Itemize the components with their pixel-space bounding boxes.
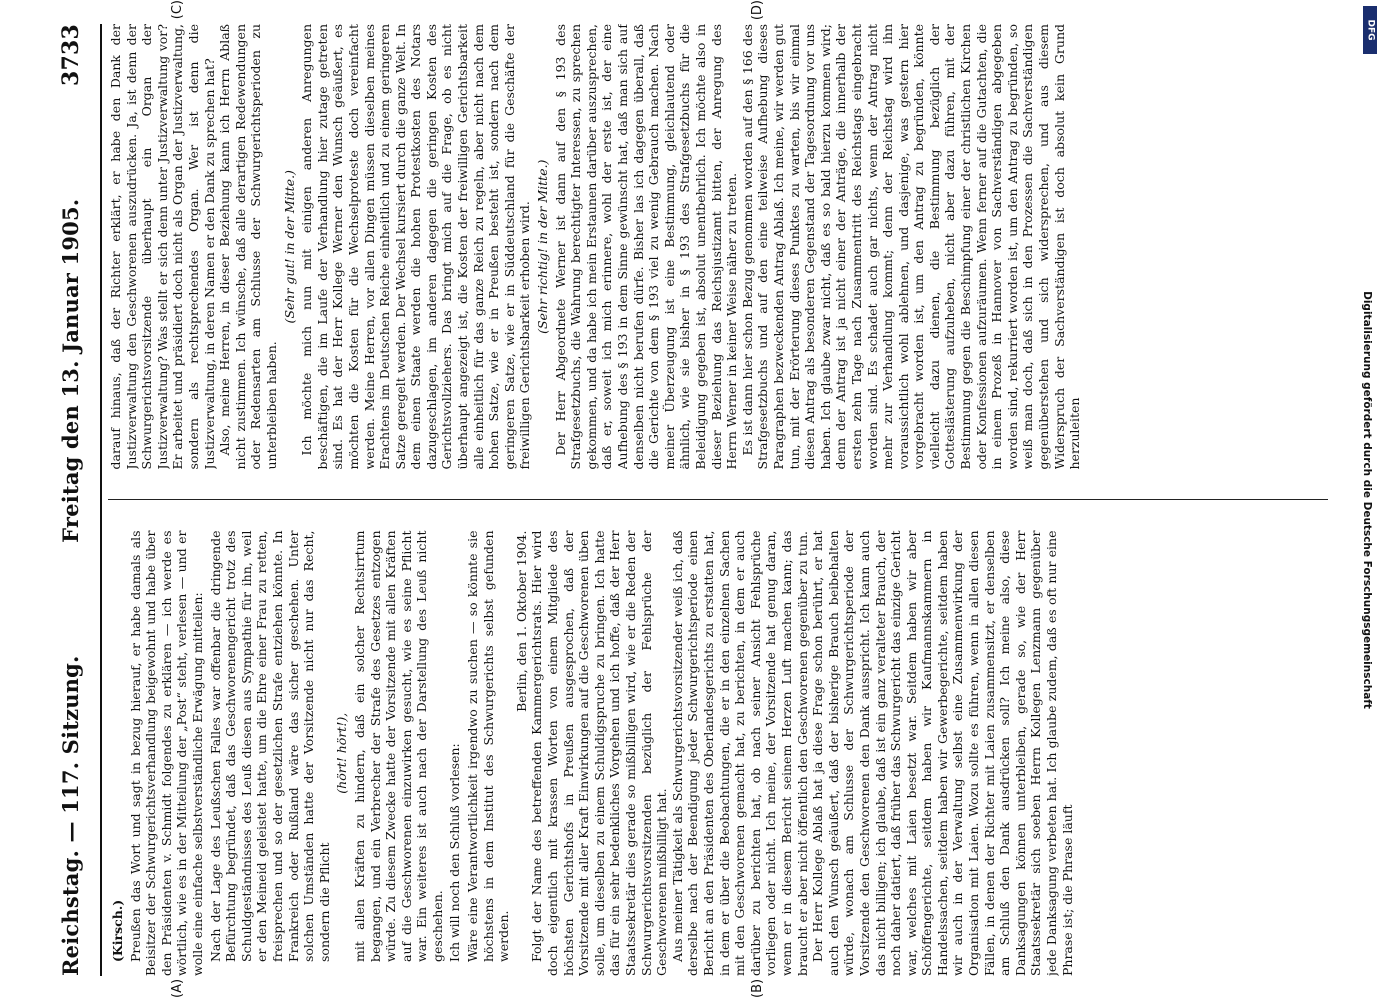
right-column (108, 24, 1328, 470)
reaction: (hört! hört!), (334, 712, 350, 794)
reaction: (Sehr gut! in der Mitte.) (281, 170, 297, 324)
paragraph: darauf hinaus, daß der Richter erklärt, er habe den Dank der Justizverwaltung den Geschworenen auszudrücken. Ja, ist denn der Schwurgerichtsvorsitzende überhaupt ein Organ der Justizverwaltung? Was stellt er sich denn unter Justizverwaltung vor? Er arbeitet und präsidiert doch nicht als Organ der Justizverwaltung, sondern als rechtsprechendes Organ. Wer ist denn die Justizverwaltung, in deren Namen er den Dank zu sprechen hat? (108, 24, 217, 470)
margin-mark-c: (C) (170, 0, 185, 20)
paragraph: Ich will noch den Schluß vorlesen: (447, 743, 463, 962)
paragraph: Also, meine Herren, in dieser Beziehung kann ich Herrn Ablaß nicht zustimmen. Ich wünsche, daß alle derartigen Redewendungen oder Redensarten am Schlusse der Schwurgerichtsperioden zu unterbleiben haben. (217, 24, 279, 470)
newspaper-page (50, 0, 1350, 1000)
paragraph: Aus meiner Tätigkeit als Schwurgerichtsvorsitzender weiß ich, daß derselbe nach der Beendigung jeder Schwurgerichtsperiode einen Bericht an den Präsidenten des Oberlandesgerichts zu erstatten hat, in dem er über die Beobachtungen, die er in den einzelnen Sachen mit den Geschworenen gemacht hat, zu berichten, in dem er auch darüber zu berichten hat, ob nach seiner Ansicht Fehlsprüche vorliegen oder nicht. Ich meine, der Vorsitzende hat genug daran, wenn er in diesem Bericht seinem Herzen Luft machen kann; das braucht er aber nicht öffentlich den Geschworenen gegenüber zu tun. (669, 530, 810, 976)
paragraph: Preußen das Wort und sagt in bezug hierauf, er habe damals als Beisitzer der Schwurgerichtsverhandlung beigewohnt und habe über den Präsidenten v. Schmidt folgendes zu erklären — ich werde es wörtlich, wie es in der Mitteilung der „Post“ steht, verlesen — und er wolle eine einfache selbstverständliche Erwägung mitteilen: (127, 530, 205, 976)
speaker-tag: (Kirsch.) (110, 899, 125, 962)
digitization-note-text: Digitalisierung gefördert durch die Deutsche Forschungsgemeinschaft (1361, 291, 1373, 709)
signature-date: Berlin, den 1. Oktober 1904. (513, 530, 529, 712)
margin-mark-d: (D) (750, 0, 765, 21)
digitization-note (1356, 0, 1378, 1000)
paragraph: Folgt der Name des betreffenden Kammergerichtsrats. Hier wird doch eigentlich mit krassen Worten von einem Mitgliede des höchsten Gerichtshofs in Preußen ausgesprochen, daß der Vorsitzende mit aller Kraft Einwirkungen auf die Geschworenen üben solle, um dieselben zu einem Schuldigspruche zu bringen. Ich hatte das für ein sehr bedenkliches Vorgehen und ich hoffe, daß der Herr Staatssekretär dies gerade so mißbilligen wird, wie er die Reden der Schwurgerichtsvorsitzenden bezüglich der Fehlsprüche der Geschworenen mißbilligt hat. (529, 530, 670, 976)
page-body (108, 24, 1328, 976)
header-date: Freitag den 13. Januar 1905. (58, 198, 83, 543)
paragraph: Ich möchte mich nun mit einigen anderen Anregungen beschäftigen, die im Laufe der Verhandlung hier zutage getreten sind. Es hat der Herr Kollege Werner den Wunsch geäußert, es möchten die Kosten für die Wechselproteste doch vereinfacht werden. Meine Herren, vor allen Dingen müssen dieselben meines Erachtens im Deutschen Reiche einheitlich und zu einem geringeren Satze geregelt werden. Der Wechsel kursiert durch die ganze Welt. In dem einen Staate werden die hohen Protestkosten des Notars dazugeschlagen, im anderen dagegen die geringen Kosten des Gerichtsvollziehers. Das bringt mich auf die Frage, ob es nicht überhaupt angezeigt ist, die Kosten der freiwilligen Gerichtsbarkeit alle einheitlich für das ganze Reich zu regeln, aber nicht nach dem hohen Satze, wie er in Preußen besteht ist, sondern nach dem geringeren Satze, wie er in Süddeutschland für die Geschäfte der freiwilligen Gerichtsbarkeit erhoben wird. (299, 24, 533, 470)
header-session: Reichstag. — 117. Sitzung. (58, 655, 83, 976)
paragraph: Es ist dann hier schon Bezug genommen worden auf den § 166 des Strafgesetzbuchs und auf den eine teilweise Aufhebung dieses Paragraphen bezweckenden Antrag Ablaß. Ich meine, wir werden gut tun, mit der Erörterung dieses Punktes zu warten, bis wir einmal diesen Antrag als besonderen Gegenstand der Tagesordnung vor uns haben. Ich glaube zwar nicht, daß es so bald hierzu kommen wird; denn der Antrag ist ja nicht einer der Anträge, die innerhalb der ersten zehn Tage nach Zusammentritt des Reichstags eingebracht worden sind. Es schadet auch gar nichts, wenn der Antrag nicht mehr zur Verhandlung kommt; denn der Reichstag wird ihn voraussichtlich wohl ablehnen, und dasjenige, was gestern hier vorgebracht worden ist, um den Antrag zu begründen, könnte vielleicht dazu dienen, die Bestimmung bezüglich der Gotteslästerung aufzuheben, nicht aber dazu führen, mit der Bestimmung gegen die Beschimpfung einer der christlichen Kirchen oder Konfessionen aufzuräumen. Wenn ferner auf die Gutachten, die in einem Prozeß in Hannover von Sachverständigen abgegeben worden sind, rekurriert worden ist, um den Antrag zu begründen, so weiß man doch, daß sich in den Prozessen die Sachverständigen gegenüberstehen und sich widersprechen, und aus diesem Widerspruch der Sachverständigen ist doch absolut kein Grund herzuleiten (739, 24, 1083, 470)
quoted-paragraph: Nach der Lage des Leußschen Falles war offenbar die dringende Befürchtung begründet, daß das Geschworenengericht trotz des Schuldgeständnisses des Leuß diesen aus Sympathie für ihn, weil er den Meineid geleistet hatte, um die Ehre einer Frau zu retten, freisprechen und so der gesetzlichen Strafe entziehen könnte. In Frankreich oder Rußland wäre das sicher geschehen. Unter solchen Umständen hatte der Vorsitzende nicht nur das Recht, sondern die Pflicht (207, 530, 332, 962)
margin-mark-b: (B) (750, 978, 765, 998)
column-divider (108, 500, 1328, 501)
left-column (108, 531, 1328, 977)
header-page-number: 3733 (58, 24, 84, 87)
page-header (58, 24, 102, 976)
quoted-paragraph: mit allen Kräften zu hindern, daß ein solcher Rechtsirrtum begangen, und ein Verbrecher der Strafe des Gesetzes entzogen würde. Zu diesem Zwecke hatte der Vorsitzende mit allen Kräften auf die Geschworenen einzuwirken gesucht, wie es seine Pflicht war. Ein weiteres ist auch nach der Darstellung des Leuß nicht geschehen. (351, 530, 445, 962)
dfg-logo: DFG (1363, 6, 1377, 54)
paragraph: Der Herr Abgeordnete Werner ist dann auf den § 193 des Strafgesetzbuchs, die Wahrung berechtigter Interessen, zu sprechen gekommen, und da habe ich mein Erstaunen darüber auszusprechen, daß er, soweit ich mich erinnere, wohl der erste ist, der eine Aufhebung des § 193 in dem Sinne gewünscht hat, daß man sich auf denselben nicht berufen dürfe. Bisher las ich dagegen überall, daß die Gerichte von dem § 193 viel zu wenig Gebrauch machen. Nach meiner Überzeugung ist eine Bestimmung, gleichlautend oder ähnlich, wie sie bisher in § 193 des Strafgesetzbuchs für die Beleidigung gegeben ist, absolut unentbehrlich. Ich möchte also in dieser Beziehung das Reichsjustizamt bitten, der Anregung des Herrn Werner in keiner Weise näher zu treten. (552, 24, 740, 470)
reaction: (Sehr richtig! in der Mitte.) (535, 159, 551, 334)
paragraph: Der Herr Kollege Ablaß hat ja diese Frage schon berührt, er hat auch den Wunsch geäußert, daß der bisherige Brauch beibehalten würde, wonach am Schlusse der Schwurgerichtsperiode der Vorsitzende den Geschworenen den Dank ausspricht. Ich kann auch das nicht billigen; ich glaube, daß ist ein ganz veralteter Brauch, der noch daher datiert, daß früher das Schwurgericht das einzige Gericht war, welches mit Laien besetzt war. Seitdem haben wir aber Schöffengerichte, seitdem haben wir Kaufmannskammern in Handelssachen, seitdem haben wir Gewerbegerichte, seitdem haben wir auch in der Verwaltung selbst eine Zusammenwirkung der Organisation mit Laien. Wozu sollte es führen, wenn in allen diesen Fällen, in denen der Richter mit Laien zusammensitzt, er denselben am Schluß den Dank ausdrücken soll? Ich meine also, diese Danksagungen können unterbleiben, gerade so, wie der Herr Staatssekretär sich soeben Herrn Kollegen Lenzmann gegenüber jede Danksagung verbeten hat. Ich glaube zudem, daß es oft nur eine Phrase ist; die Phrase läuft (810, 530, 1075, 976)
margin-mark-a: (A) (170, 978, 185, 998)
quoted-paragraph: Wäre eine Verantwortlichkeit irgendwo zu suchen — so könnte sie höchstens in dem Institut des Schwurgerichts selbst gefunden werden. (465, 530, 512, 962)
